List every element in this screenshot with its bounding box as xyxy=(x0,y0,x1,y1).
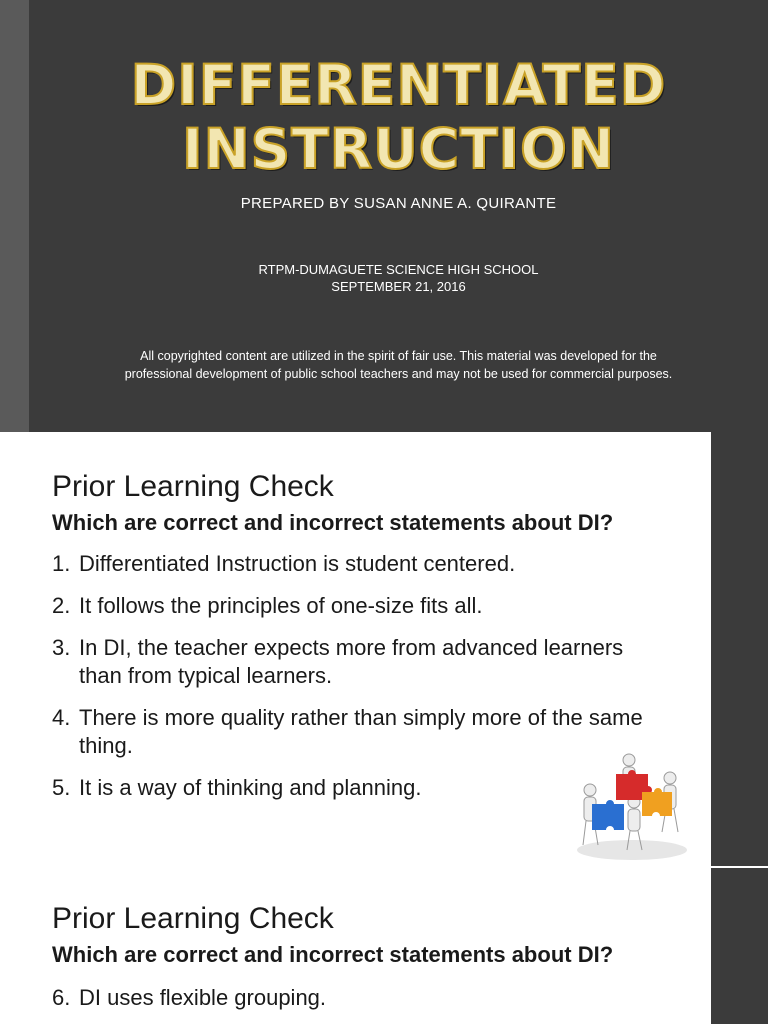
list-item: 2. It follows the principles of one-size fits all. xyxy=(52,593,483,618)
slide-title-line-1: DIFFERENTIATED xyxy=(130,53,667,117)
prior-learning-slide-1 xyxy=(0,432,768,866)
slide-accent-bar xyxy=(711,866,768,1024)
list-item: 4. There is more quality rather than simply more of the same thing. xyxy=(52,705,643,758)
prepared-by: PREPARED BY SUSAN ANNE A. QUIRANTE xyxy=(240,195,557,212)
prior-learning-slide-2 xyxy=(0,866,768,1024)
notice-line-1: All copyrighted content are utilized in the spirit of fair use. This material was developed for the xyxy=(140,349,657,363)
fair-use-notice xyxy=(29,347,768,383)
list-item: 3. In DI, the teacher expects more from advanced learners than from typical learners. xyxy=(52,635,624,688)
slide-accent-bar xyxy=(0,0,29,432)
notice-line-2: professional development of public school teachers and may not be used for commercial purposes. xyxy=(124,367,673,381)
presentation-date: SEPTEMBER 21, 2016 xyxy=(331,279,466,294)
school-name: RTPM-DUMAGUETE SCIENCE HIGH SCHOOL xyxy=(258,262,539,277)
slide-question: Which are correct and incorrect statements about DI? xyxy=(52,510,614,535)
slide-heading: Prior Learning Check xyxy=(52,902,334,935)
slide-question: Which are correct and incorrect statements about DI? xyxy=(52,942,614,967)
school-and-date xyxy=(29,261,768,295)
list-item: 1. Differentiated Instruction is student centered. xyxy=(52,551,516,576)
title-slide xyxy=(0,0,768,432)
list-item: 5. It is a way of thinking and planning. xyxy=(52,775,422,800)
teamwork-puzzle-icon xyxy=(572,750,690,862)
slide-accent-bar xyxy=(711,432,768,866)
slide-title-line-2: INSTRUCTION xyxy=(182,117,615,181)
list-item: 6. DI uses flexible grouping. xyxy=(52,985,327,1010)
slide-heading: Prior Learning Check xyxy=(52,470,334,503)
statement-list xyxy=(52,984,692,1024)
